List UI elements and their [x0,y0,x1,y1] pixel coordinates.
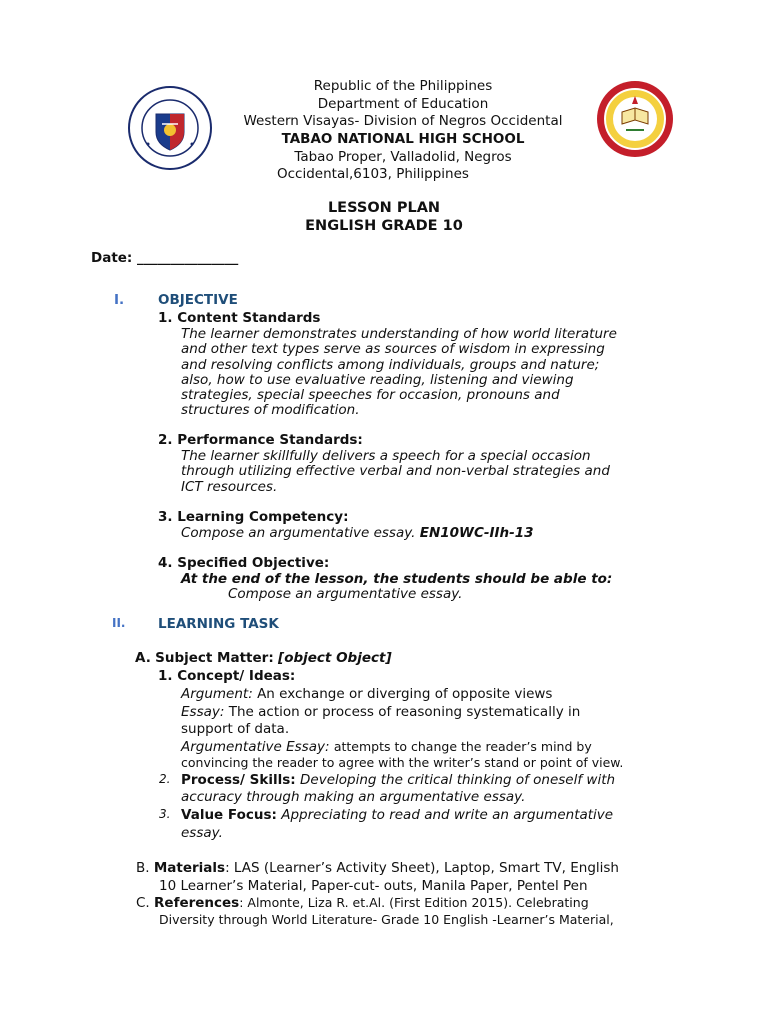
header-address-2: Occidental,6103, Philippines [277,166,469,182]
process-skills-line [181,772,615,788]
objective-item-1-num: 1. [158,310,173,326]
concept-ideas-title [158,668,295,684]
section-1-heading: OBJECTIVE [158,292,238,308]
materials-text: : LAS (Learner’s Activity Sheet), Laptop, Smart TV, English [225,860,619,876]
references-letter: C. [136,895,150,911]
content-standards-line: strategies, special speeches for occasion, pronouns and [181,387,560,403]
references-line [136,895,589,911]
concept-ideas-num: 1. [158,668,173,684]
objective-item-3-title [158,509,348,525]
objective-item-1-label: Content Standards [177,310,321,326]
specified-objective-text: Compose an argumentative essay. [228,586,463,602]
concept-argumentative-essay-line [181,739,592,755]
date-line [91,250,238,266]
section-2-numeral: II. [112,616,126,630]
section-2-heading: LEARNING TASK [158,616,279,632]
references-label: References [154,895,240,911]
objective-item-2-title [158,432,363,448]
content-standards-line: The learner demonstrates understanding of how world literature [181,326,617,342]
value-focus-line [181,807,613,823]
date-blank: _______________ [137,250,239,266]
header-department: Department of Education [317,96,489,112]
title-english-grade: ENGLISH GRADE 10 [305,218,463,234]
concept-argument-term: Argument: [181,686,253,702]
concept-essay-line [181,704,580,720]
performance-standards-line: ICT resources. [181,479,278,495]
subject-matter-value: [object Object] [278,650,392,666]
performance-standards-line: The learner skillfully delivers a speech for a special occasion [181,448,591,464]
value-focus-num: 3. [159,807,171,821]
subject-matter-letter: A. [135,650,151,666]
materials-letter: B. [136,860,150,876]
process-skills-label: Process/ Skills: [181,772,296,788]
references-line-2: Diversity through World Literature- Grade 10 English -Learner’s Material, [159,912,614,927]
performance-standards-line: through utilizing effective verbal and non-verbal strategies and [181,463,610,479]
process-skills-text: Developing the critical thinking of oneself with [300,772,616,788]
objective-item-1-title [158,310,320,326]
objective-item-4-num: 4. [158,555,173,571]
process-skills-num: 2. [159,772,171,786]
concept-essay-definition: The action or process of reasoning systematically in [228,704,581,720]
objective-item-2-num: 2. [158,432,173,448]
materials-line [136,860,619,876]
learning-competency-description: Compose an argumentative essay. [181,525,416,541]
value-focus-label: Value Focus: [181,807,277,823]
concept-argument-line [181,686,552,702]
materials-label: Materials [153,860,226,876]
concept-argumentative-essay-term: Argumentative Essay: [181,739,330,755]
concept-argumentative-essay-line-2: convincing the reader to agree with the writer’s stand or point of view. [181,755,624,770]
learning-competency-text [181,525,534,541]
content-standards-line: structures of modification. [181,402,360,418]
materials-line-2: 10 Learner’s Material, Paper-cut- outs, Manila Paper, Pentel Pen [159,878,588,894]
concept-essay-line-2: support of data. [181,721,290,737]
learning-competency-code: EN10WC-IIh-13 [419,525,534,541]
concept-argumentative-essay-definition: attempts to change the reader’s mind by [333,739,592,754]
date-label: Date: [91,250,133,266]
content-standards-line: also, how to use evaluative reading, listening and viewing [181,372,574,388]
specified-objective-lead: At the end of the lesson, the students should be able to: [181,571,613,587]
header-republic: Republic of the Philippines [313,78,493,94]
header-school-name: TABAO NATIONAL HIGH SCHOOL [281,131,525,147]
process-skills-line-2: accuracy through making an argumentative essay. [181,789,526,805]
content-standards-line: and resolving conflicts among individuals, groups and nature; [181,357,600,373]
value-focus-line-2: essay. [181,825,223,841]
objective-item-4-title [158,555,329,571]
subject-matter-label: Subject Matter: [155,650,274,666]
title-lesson-plan: LESSON PLAN [327,200,441,216]
references-text: : Almonte, Liza R. et.Al. (First Edition 2015). Celebrating [239,895,589,910]
concept-essay-term: Essay: [181,704,225,720]
header-address-1: Tabao Proper, Valladolid, Negros [294,149,512,165]
objective-item-3-num: 3. [158,509,173,525]
value-focus-text: Appreciating to read and write an argumentative [281,807,614,823]
objective-item-3-label: Learning Competency: [177,509,349,525]
objective-item-2-label: Performance Standards: [177,432,363,448]
subject-matter-line [135,650,392,666]
content-standards-line: and other text types serve as sources of wisdom in expressing [181,341,605,357]
section-1-numeral: I. [114,292,125,308]
concept-ideas-label: Concept/ Ideas: [177,668,296,684]
header-division: Western Visayas- Division of Negros Occidental [243,113,563,129]
objective-item-4-label: Specified Objective: [177,555,330,571]
concept-argument-definition: An exchange or diverging of opposite views [257,686,553,702]
